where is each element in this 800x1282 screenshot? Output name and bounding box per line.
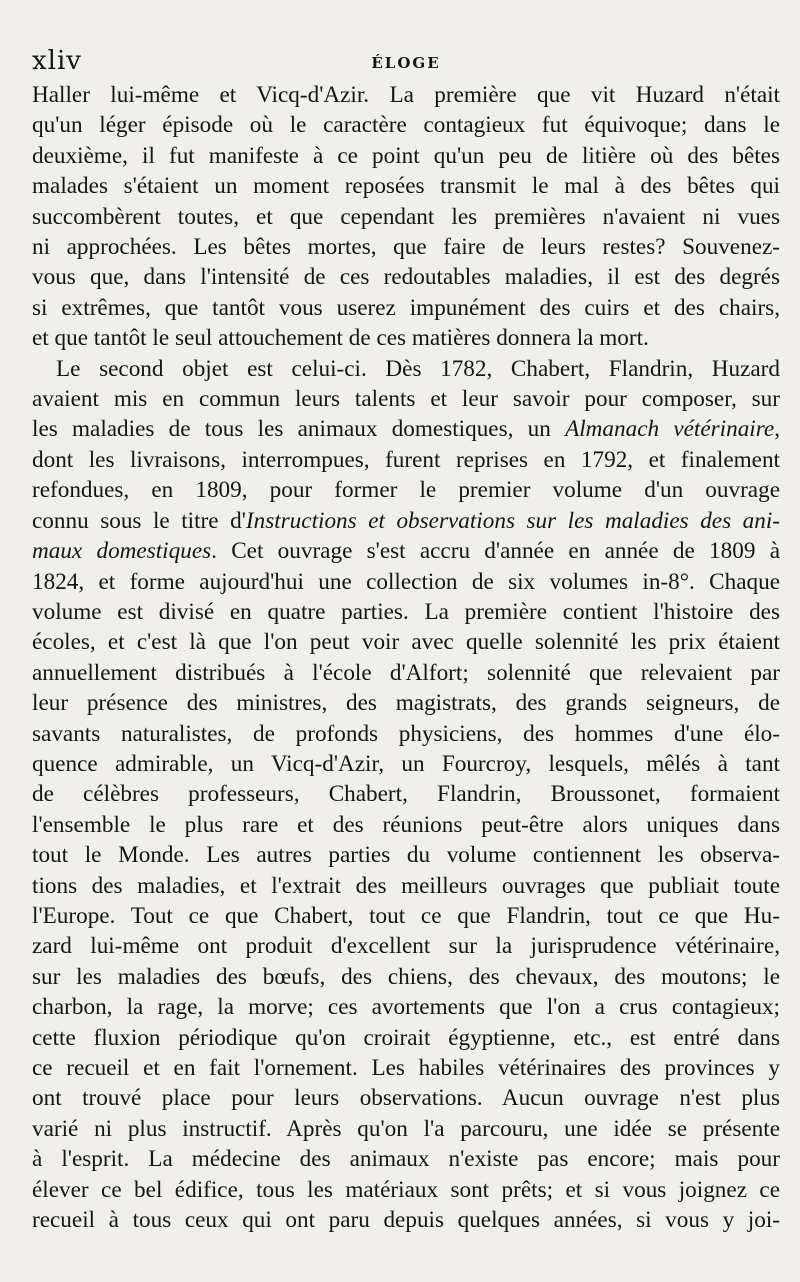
italic-title: Almanach vétérinaire [565, 416, 775, 443]
body-text [32, 80, 780, 1235]
italic-title: Instructions et observations sur les maladies des ani- [245, 507, 780, 534]
text-line: volume est divisé en quatre parties. La première contient l'histoire des [32, 598, 780, 625]
text-line: à l'esprit. La médecine des animaux n'existe pas encore; mais pour [32, 1146, 780, 1173]
text-line: tions des maladies, et l'extrait des meilleurs ouvrages que publiait toute [32, 872, 780, 899]
text-segment: connu sous le titre d' [32, 507, 246, 534]
text-line: avaient mis en commun leurs talents et leur savoir pour composer, sur [32, 386, 780, 413]
text-line: et que tantôt le seul attouchement de ces matières donnera la mort. [32, 325, 649, 352]
text-segment: . Cet ouvrage s'est accru d'année en année de 1809 à [211, 538, 780, 565]
text-line [32, 506, 780, 536]
text-line: annuellement distribués à l'école d'Alfort; solennité que relevaient par [32, 659, 780, 686]
text-line: leur présence des ministres, des magistrats, des grands seigneurs, de [32, 690, 780, 717]
text-line [32, 536, 780, 566]
text-line: de célèbres professeurs, Chabert, Flandrin, Broussonet, formaient [32, 781, 780, 808]
text-line: ni approchées. Les bêtes mortes, que faire de leurs restes? Souvenez- [32, 234, 780, 261]
text-line: zard lui-même ont produit d'excellent sur la jurisprudence vétérinaire, [32, 933, 780, 960]
text-line: deuxième, il fut manifeste à ce point qu'un peu de litière où des bêtes [32, 142, 780, 169]
text-line: tout le Monde. Les autres parties du volume contiennent les observa- [32, 842, 780, 869]
text-line: élever ce bel édifice, tous les matériaux sont prêts; et si vous joignez ce [32, 1176, 780, 1203]
text-line: malades s'étaient un moment reposées transmit le mal à des bêtes qui [32, 173, 780, 200]
text-line: l'ensemble le plus rare et des réunions peut-être alors uniques dans [32, 811, 780, 838]
text-line: qu'un léger épisode où le caractère contagieux fut équivoque; dans le [32, 112, 780, 139]
text-line: 1824, et forme aujourd'hui une collection de six volumes in-8°. Chaque [32, 568, 780, 595]
text-line [32, 414, 780, 444]
text-segment: les maladies de tous les animaux domestiques, un [32, 416, 566, 443]
text-line: ce recueil et en fait l'ornement. Les habiles vétérinaires des provinces y [32, 1055, 780, 1081]
text-line: Le second objet est celui-ci. Dès 1782, Chabert, Flandrin, Huzard [56, 355, 780, 382]
text-line: charbon, la rage, la morve; ces avortements que l'on a crus contagieux; [32, 994, 780, 1021]
text-line: écoles, et c'est là que l'on peut voir avec quelle solennité les prix étaient [32, 629, 780, 656]
text-line: refondues, en 1809, pour former le premier volume d'un ouvrage [32, 477, 780, 504]
text-line: varié ni plus instructif. Après qu'on l'a parcouru, une idée se présente [32, 1115, 780, 1142]
text-line: si extrêmes, que tantôt vous userez impunément des cuirs et des chairs, [32, 294, 780, 321]
text-line: dont les livraisons, interrompues, furent reprises en 1792, et finalement [32, 446, 780, 473]
text-segment: , [774, 416, 780, 443]
text-line: savants naturalistes, de profonds physiciens, des hommes d'une élo- [32, 720, 780, 747]
text-line: sur les maladies des bœufs, des chiens, des chevaux, des moutons; le [32, 963, 780, 990]
text-line: cette fluxion périodique qu'on croirait égyptienne, etc., est entré dans [32, 1024, 780, 1051]
page-number: xliv [32, 46, 82, 76]
text-line: l'Europe. Tout ce que Chabert, tout ce que Flandrin, tout ce que Hu- [32, 902, 780, 929]
page-header [32, 46, 780, 80]
italic-title: maux domestiques [32, 538, 212, 565]
text-line: vous que, dans l'intensité de ces redoutables maladies, il est des degrés [32, 264, 780, 291]
running-title: ÉLOGE [371, 54, 441, 72]
text-line: ont trouvé place pour leurs observations. Aucun ouvrage n'est plus [32, 1085, 780, 1112]
text-line: recueil à tous ceux qui ont paru depuis quelques années, si vous y joi- [32, 1207, 780, 1234]
text-line: quence admirable, un Vicq-d'Azir, un Fourcroy, lesquels, mêlés à tant [32, 750, 780, 777]
text-line: succombèrent toutes, et que cependant les premières n'avaient ni vues [32, 203, 780, 230]
text-line: Haller lui-même et Vicq-d'Azir. La première que vit Huzard n'était [32, 82, 780, 108]
